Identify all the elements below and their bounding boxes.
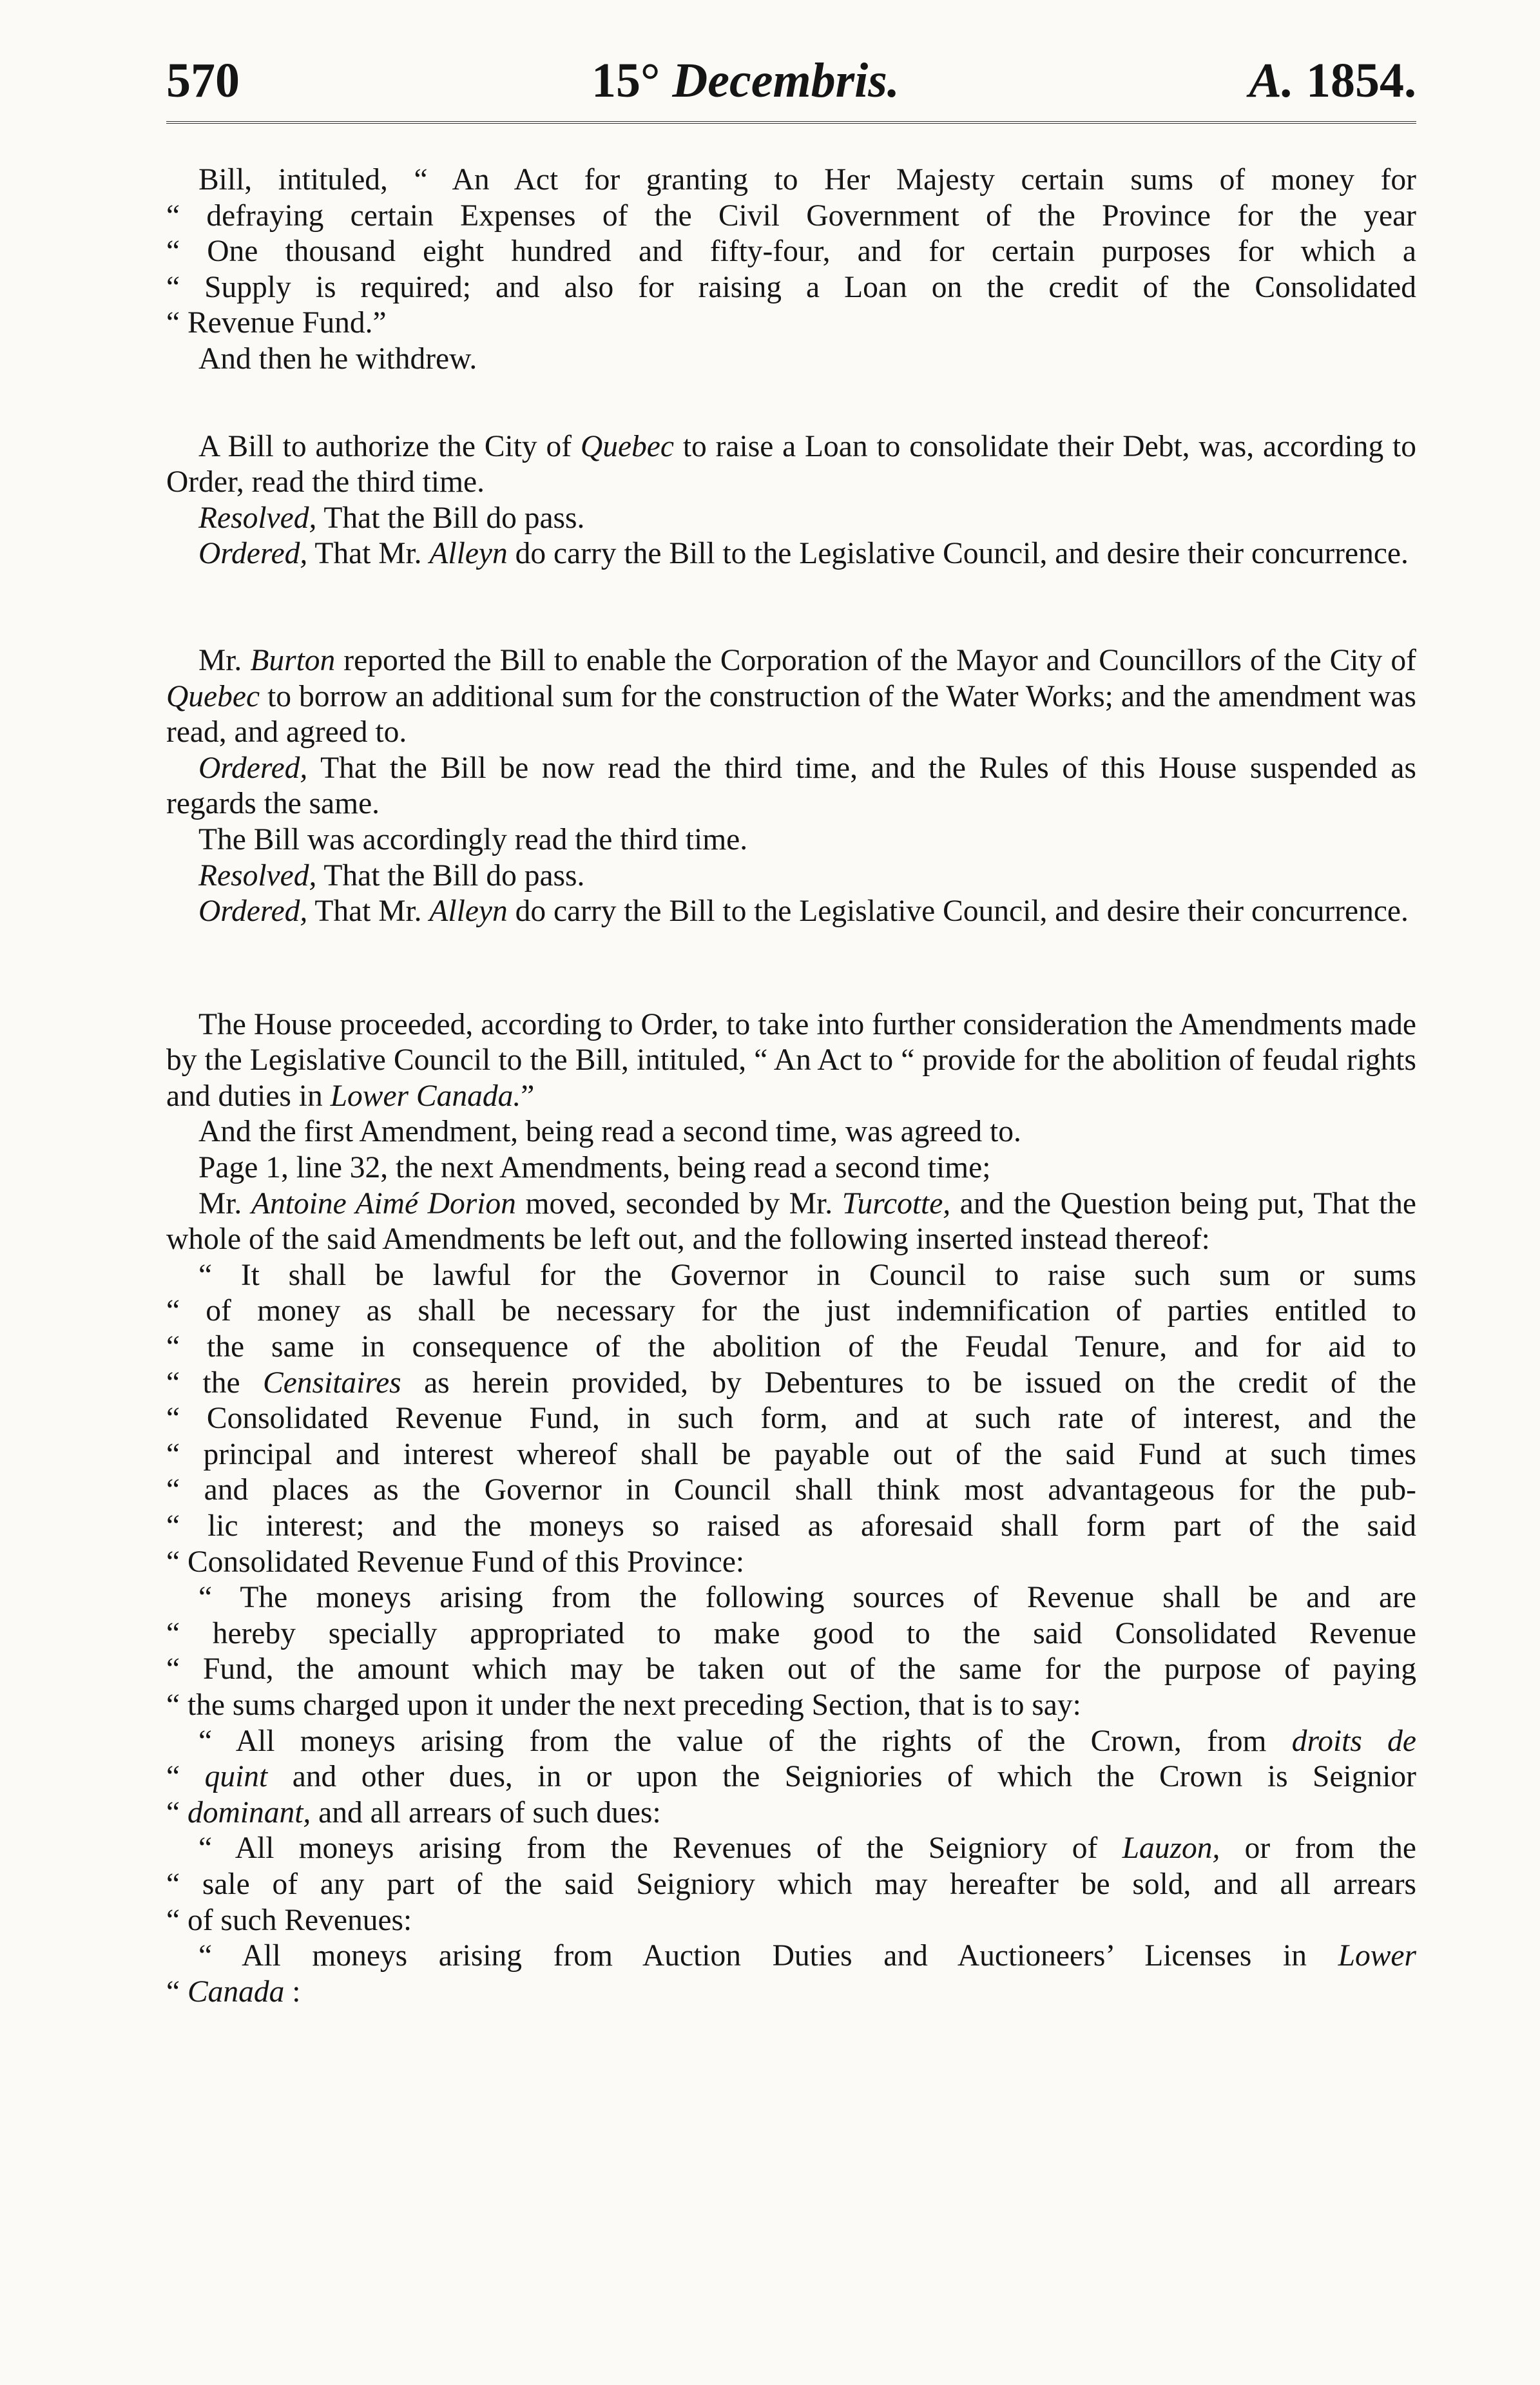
text-line: Bill, intituled, “ An Act for granting to Her Majesty certain sums of money for: [198, 163, 1416, 197]
text-paragraph: The House proceeded, according to Order, to take into further consideration the Amendments made by the Legislative Council to the Bill, intituled, “ An Act to “ provide for the abolition of feudal rights and duties in Lower Canada.”: [166, 1007, 1416, 1113]
text-line: “ defraying certain Expenses of the Civil Government of the Province for the year: [166, 198, 1416, 233]
quote-line: “ dominant, and all arrears of such dues:: [166, 1795, 661, 1830]
quote-line: “ sale of any part of the said Seigniory which may hereafter be sold, and all arrears: [166, 1867, 1416, 1901]
quote-line: “ and places as the Governor in Council shall think most advantageous for the pub-: [166, 1473, 1416, 1507]
header-rule: [166, 121, 1416, 125]
bill-title-paragraph: [166, 162, 1416, 378]
feudal-rights-paragraph: [166, 1007, 1416, 2011]
text-paragraph: A Bill to authorize the City of Quebec to raise a Loan to consolidate their Debt, was, according to Order, read the third time.: [166, 429, 1416, 499]
text-paragraph: And the first Amendment, being read a second time, was agreed to.: [198, 1115, 1021, 1149]
page-number: 570: [166, 53, 240, 108]
text-line: And then he withdrew.: [198, 342, 477, 376]
text-paragraph: Mr. Antoine Aimé Dorion moved, seconded by Mr. Turcotte, and the Question being put, That the whole of the said Amendments be left out, and the following inserted instead thereof:: [166, 1186, 1416, 1257]
quote-line: “ All moneys arising from the Revenues of the Seigniory of Lauzon, or from the: [198, 1831, 1417, 1866]
text-paragraph: Resolved, That the Bill do pass.: [198, 858, 585, 893]
text-paragraph: Page 1, line 32, the next Amendments, being read a second time;: [198, 1151, 991, 1185]
quote-line: “ the sums charged upon it under the next preceding Section, that is to say:: [166, 1688, 1081, 1722]
quote-line: “ Canada :: [166, 1975, 301, 2009]
page-date: 15° Decembris.: [592, 53, 900, 108]
quote-line: “ of such Revenues:: [166, 1903, 412, 1937]
journal-page: [166, 45, 1416, 2010]
page-header: [166, 45, 1416, 116]
text-paragraph: Resolved, That the Bill do pass.: [198, 501, 585, 535]
quebec-loan-paragraph: [166, 429, 1416, 572]
quote-line: “ hereby specially appropriated to make good to the said Consolidated Revenue: [166, 1616, 1416, 1650]
quote-line: “ Fund, the amount which may be taken out of the same for the purpose of paying: [166, 1652, 1416, 1686]
quote-line: “ It shall be lawful for the Governor in Council to raise such sum or sums: [198, 1258, 1416, 1292]
quote-line: “ of money as shall be necessary for the just indemnification of parties entitled to: [166, 1294, 1416, 1328]
quote-line: “ the same in consequence of the abolition of the Feudal Tenure, and for aid to: [166, 1330, 1416, 1364]
text-paragraph: Mr. Burton reported the Bill to enable the Corporation of the Mayor and Councillors of the City of Quebec to borrow an additional sum for the construction of the Water Works; and the amendment was read, and agreed to.: [166, 643, 1416, 749]
quote-line: “ The moneys arising from the following sources of Revenue shall be and are: [198, 1581, 1416, 1615]
text-paragraph: Ordered, That Mr. Alleyn do carry the Bill to the Legislative Council, and desire their concurrence.: [198, 894, 1409, 929]
text-line: “ One thousand eight hundred and fifty-four, and for certain purposes for which a: [166, 235, 1416, 269]
quote-line: “ the Censitaires as herein provided, by Debentures to be issued on the credit of the: [166, 1366, 1416, 1400]
quote-line: “ Consolidated Revenue Fund of this Province:: [166, 1545, 745, 1579]
text-line: “ Supply is required; and also for raising a Loan on the credit of the Consolidated: [166, 270, 1416, 304]
quote-line: “ lic interest; and the moneys so raised as aforesaid shall form part of the said: [166, 1509, 1416, 1543]
quote-line: “ quint and other dues, in or upon the Seigniories of which the Crown is Seignior: [166, 1760, 1416, 1794]
text-paragraph: The Bill was accordingly read the third time.: [198, 822, 748, 856]
text-line: “ Revenue Fund.”: [166, 306, 387, 340]
quote-line: “ principal and interest whereof shall be payable out of the said Fund at such times: [166, 1437, 1416, 1471]
quote-line: “ Consolidated Revenue Fund, in such form, and at such rate of interest, and the: [166, 1402, 1416, 1436]
page-year: A. 1854.: [1249, 53, 1416, 108]
page-body: [166, 162, 1416, 2010]
quote-line: “ All moneys arising from Auction Duties and Auctioneers’ Licenses in Lower: [198, 1939, 1416, 1973]
text-paragraph: Ordered, That Mr. Alleyn do carry the Bill to the Legislative Council, and desire their concurrence.: [198, 537, 1409, 571]
quote-line: “ All moneys arising from the value of the rights of the Crown, from droits de: [198, 1724, 1416, 1758]
text-paragraph: Ordered, That the Bill be now read the third time, and the Rules of this House suspended as regards the same.: [166, 751, 1416, 821]
water-works-paragraph: [166, 643, 1416, 930]
